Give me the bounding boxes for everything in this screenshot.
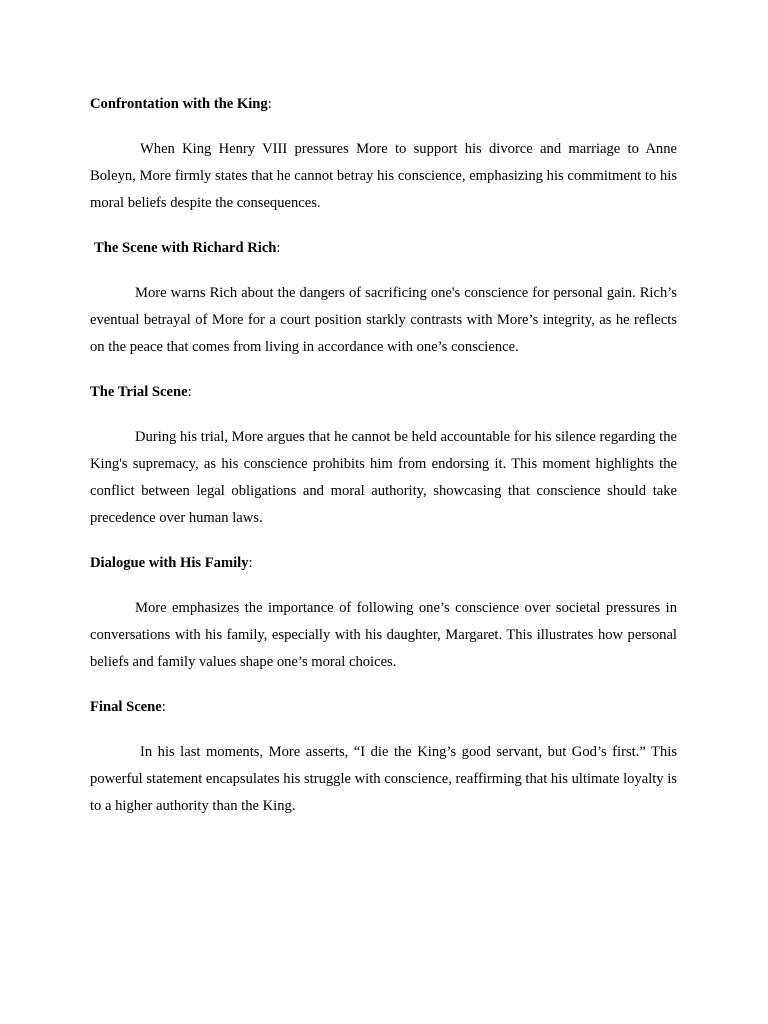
section-final bbox=[90, 694, 677, 820]
section-heading bbox=[90, 550, 677, 577]
section-paragraph: In his last moments, More asserts, “I die the King’s good servant, but God’s first.” This powerful statement encapsulates his struggle with conscience, reaffirming that his ultimate loyalty is to a higher authority than the King. bbox=[90, 744, 677, 814]
heading-title: Dialogue with His Family bbox=[90, 555, 249, 571]
section-richard-rich bbox=[90, 235, 677, 361]
section-paragraph: More warns Rich about the dangers of sacrificing one's conscience for personal gain. Rich’s eventual betrayal of More for a court position starkly contrasts with More’s integrity, as he reflects on the peace that comes from living in accordance with one’s conscience. bbox=[90, 285, 677, 355]
section-heading bbox=[90, 235, 677, 262]
heading-suffix: : bbox=[267, 96, 272, 112]
section-heading bbox=[90, 379, 677, 406]
section-paragraph: During his trial, More argues that he cannot be held accountable for his silence regarding the King's supremacy, as his conscience prohibits him from endorsing it. This moment highlights the conflict between legal obligations and moral authority, showcasing that conscience should take precedence over human laws. bbox=[90, 429, 677, 526]
heading-title: Final Scene bbox=[90, 699, 162, 715]
document-page bbox=[90, 91, 677, 838]
heading-suffix: : bbox=[161, 699, 166, 715]
heading-title: Confrontation with the King bbox=[90, 96, 268, 112]
section-heading bbox=[90, 694, 677, 721]
section-family bbox=[90, 550, 677, 676]
heading-title: The Trial Scene bbox=[90, 384, 188, 400]
section-trial bbox=[90, 379, 677, 532]
section-paragraph: More emphasizes the importance of following one’s conscience over societal pressures in conversations with his family, especially with his daughter, Margaret. This illustrates how personal beliefs and family values shape one’s moral choices. bbox=[90, 600, 677, 670]
section-confrontation bbox=[90, 91, 677, 217]
heading-suffix: : bbox=[187, 384, 192, 400]
heading-suffix: : bbox=[276, 240, 281, 256]
heading-title: The Scene with Richard Rich bbox=[94, 240, 277, 256]
heading-suffix: : bbox=[248, 555, 253, 571]
section-heading bbox=[90, 91, 677, 118]
section-paragraph: When King Henry VIII pressures More to support his divorce and marriage to Anne Boleyn, More firmly states that he cannot betray his conscience, emphasizing his commitment to his moral beliefs despite the consequences. bbox=[90, 141, 677, 211]
